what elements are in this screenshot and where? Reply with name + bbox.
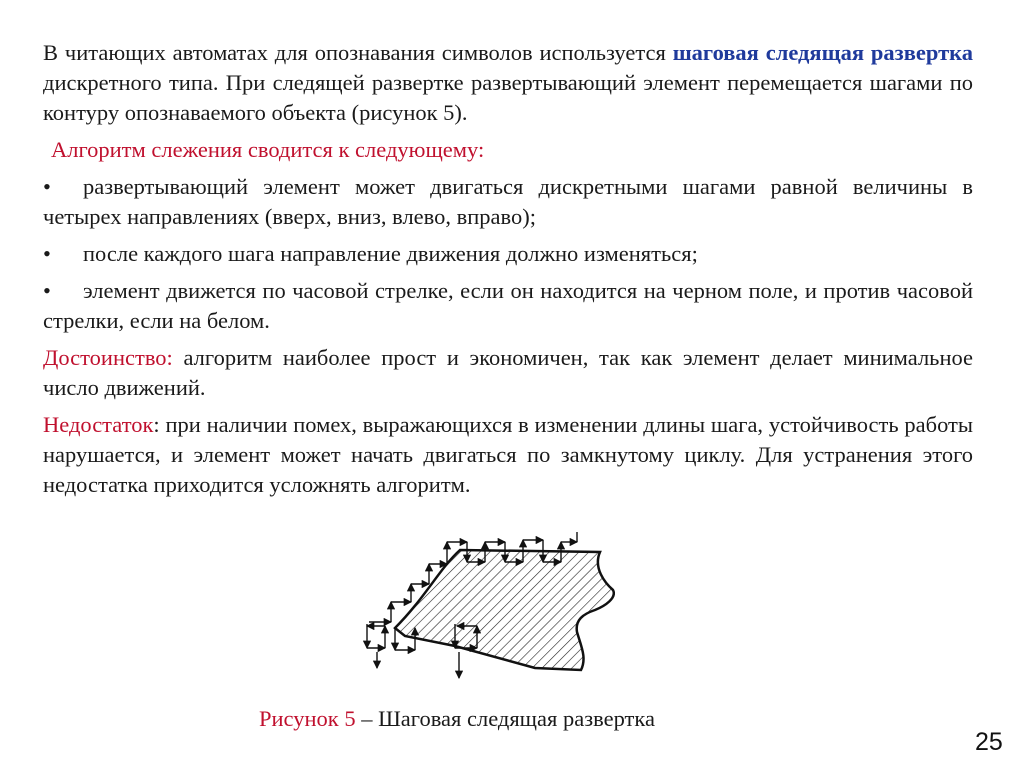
bullet-marker: • [43, 174, 51, 199]
algorithm-heading: Алгоритм слежения сводится к следующему: [51, 137, 485, 162]
slide-body [43, 38, 973, 507]
advantage-text: алгоритм наиболее прост и экономичен, так как элемент делает минимальное число движений. [43, 345, 973, 400]
object-shape [395, 550, 614, 670]
bullet-text: элемент движется по часовой стрелке, если он находится на черном поле, и против часовой стрелки, если на белом. [43, 278, 973, 333]
tracking-scan-figure [355, 528, 615, 688]
drawback-text: : при наличии помех, выражающихся в изменении длины шага, устойчивость работы нарушается, и элемент может начать двигаться по замкнутому циклу. Для устранения этого недостатка приходится усложнять алгоритм. [43, 412, 973, 497]
scan-term-highlight: шаговая следящая развертка [672, 40, 973, 65]
bullet-marker: • [43, 278, 51, 303]
figure-caption [259, 705, 655, 733]
intro-paragraph [43, 38, 973, 128]
caption-label: Рисунок 5 [259, 706, 356, 731]
advantage-label: Достоинство: [43, 345, 173, 370]
intro-part1: В читающих автоматах для опознавания символов используется [43, 40, 673, 65]
caption-text: – Шаговая следящая развертка [355, 706, 655, 731]
page-number: 25 [975, 728, 1003, 756]
bullet-item [43, 172, 973, 232]
bullet-item [43, 239, 973, 269]
bullet-text: после каждого шага направление движения должно изменяться; [83, 241, 698, 266]
advantage-paragraph [43, 343, 973, 403]
intro-part2: дискретного типа. При следящей развертке развертывающий элемент перемещается шагами по контуру опознаваемого объекта (рисунок 5). [43, 70, 973, 125]
bullet-item [43, 276, 973, 336]
bullet-marker: • [43, 241, 51, 266]
drawback-label: Недостаток [43, 412, 154, 437]
bullet-text: развертывающий элемент может двигаться дискретными шагами равной величины в четырех направлениях (вверх, вниз, влево, вправо); [43, 174, 973, 229]
drawback-paragraph [43, 410, 973, 500]
